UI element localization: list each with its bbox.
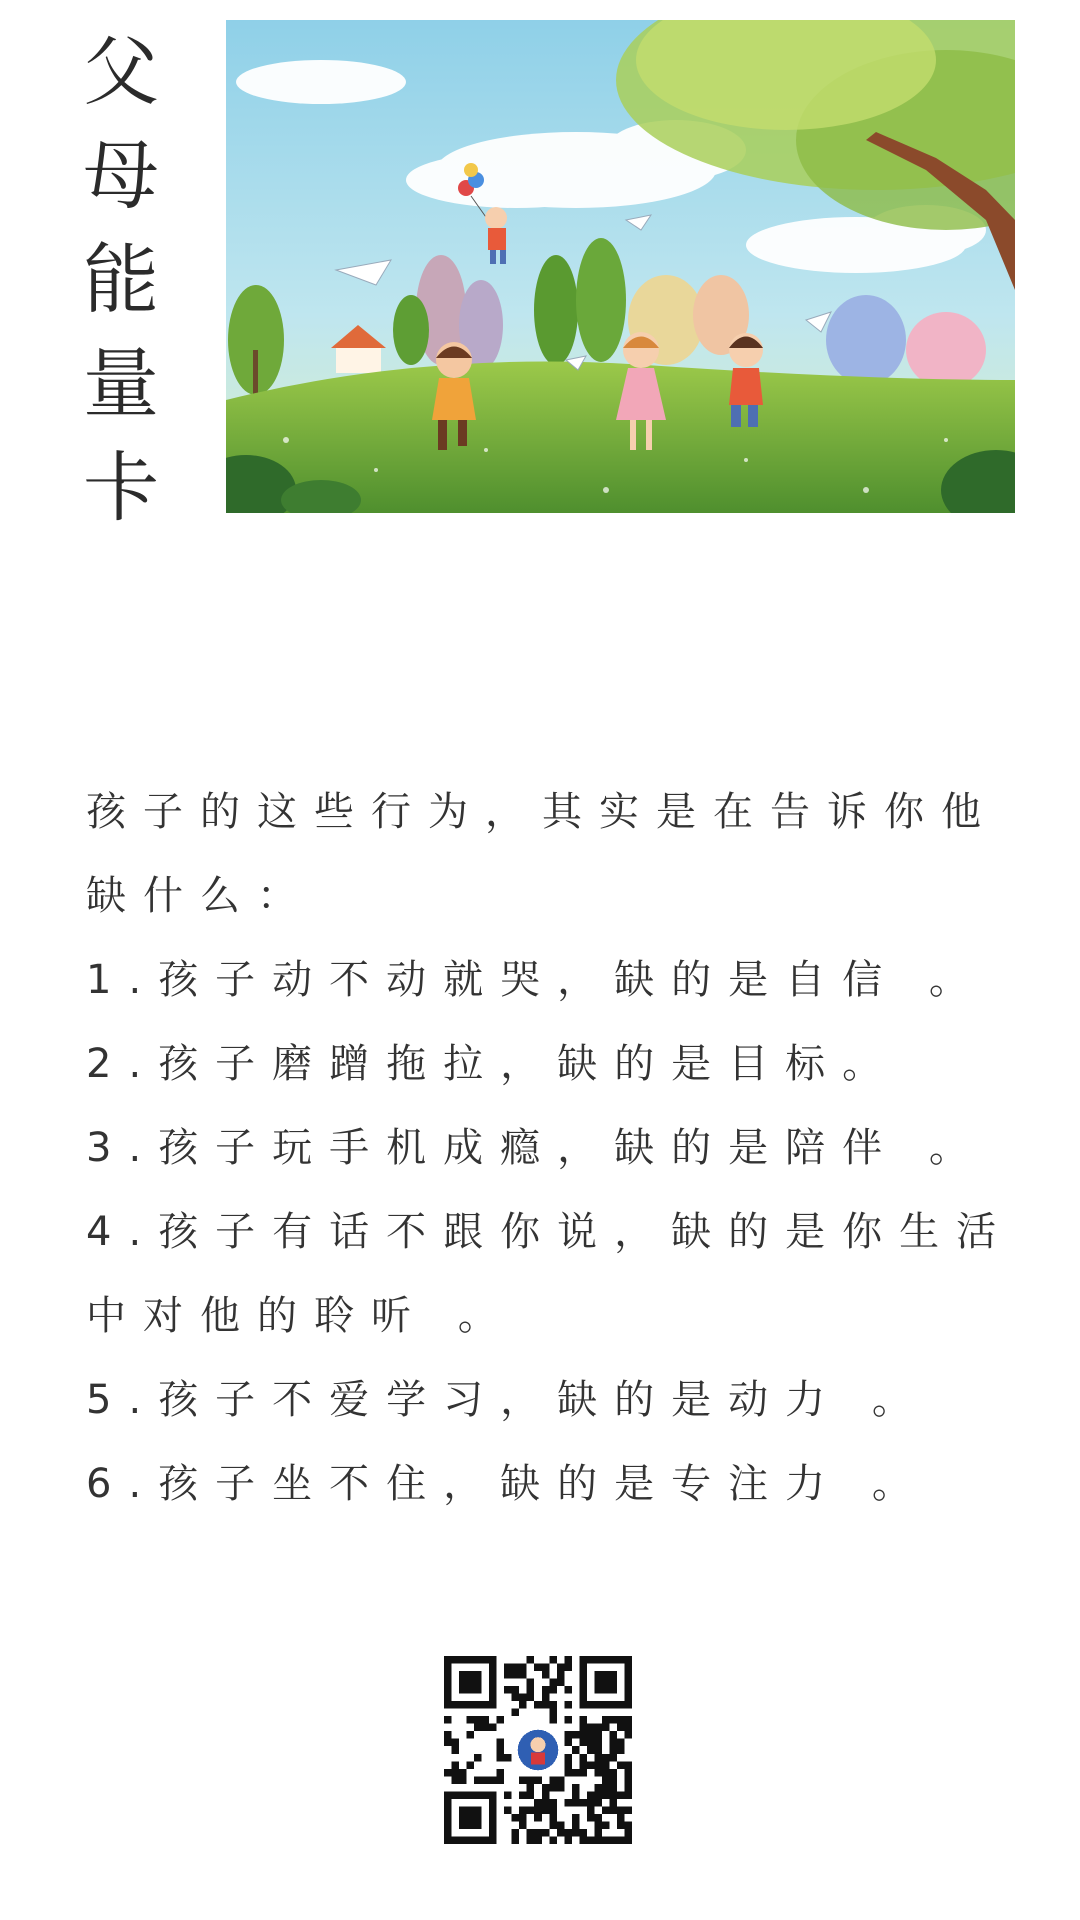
qr-module bbox=[594, 1724, 602, 1732]
qr-module bbox=[594, 1836, 602, 1844]
qr-module bbox=[587, 1746, 595, 1754]
qr-module bbox=[549, 1716, 557, 1724]
list-item: 2.孩子磨蹭拖拉，缺的是目标。 bbox=[86, 1041, 900, 1087]
qr-module bbox=[624, 1806, 632, 1814]
qr-module bbox=[534, 1814, 542, 1822]
qr-code-icon[interactable] bbox=[444, 1656, 632, 1844]
qr-module bbox=[564, 1836, 572, 1844]
qr-module bbox=[609, 1806, 617, 1814]
qr-module bbox=[617, 1821, 625, 1829]
qr-module bbox=[557, 1776, 565, 1784]
qr-module bbox=[587, 1724, 595, 1732]
qr-module bbox=[602, 1821, 610, 1829]
list-item: 3.孩子玩手机成瘾，缺的是陪伴 。 bbox=[86, 1125, 986, 1171]
qr-module bbox=[519, 1701, 527, 1709]
qr-module bbox=[624, 1791, 632, 1799]
qr-module bbox=[504, 1791, 512, 1799]
qr-module bbox=[587, 1761, 595, 1769]
qr-module bbox=[594, 1814, 602, 1822]
qr-module bbox=[452, 1769, 460, 1777]
qr-module bbox=[549, 1656, 557, 1664]
qr-module bbox=[534, 1799, 542, 1807]
qr-module bbox=[579, 1731, 587, 1739]
qr-module bbox=[624, 1724, 632, 1732]
qr-module bbox=[497, 1739, 505, 1747]
qr-module bbox=[527, 1784, 535, 1792]
qr-module bbox=[557, 1671, 565, 1679]
qr-module bbox=[519, 1821, 527, 1829]
qr-module bbox=[564, 1739, 572, 1747]
qr-module bbox=[617, 1746, 625, 1754]
qr-module bbox=[549, 1776, 557, 1784]
qr-module bbox=[587, 1791, 595, 1799]
qr-module bbox=[542, 1784, 550, 1792]
title-char: 量 bbox=[83, 339, 159, 428]
qr-module bbox=[512, 1829, 520, 1837]
qr-module bbox=[564, 1761, 572, 1769]
qr-module bbox=[572, 1769, 580, 1777]
qr-module bbox=[467, 1716, 475, 1724]
qr-module bbox=[444, 1769, 452, 1777]
qr-module bbox=[594, 1761, 602, 1769]
qr-module bbox=[594, 1821, 602, 1829]
qr-module bbox=[474, 1776, 482, 1784]
qr-module bbox=[482, 1716, 490, 1724]
qr-module bbox=[557, 1829, 565, 1837]
qr-module bbox=[534, 1829, 542, 1837]
qr-module bbox=[512, 1694, 520, 1702]
qr-module bbox=[527, 1694, 535, 1702]
title-char: 母 bbox=[83, 131, 159, 220]
list-item: 5.孩子不爱学习，缺的是动力 。 bbox=[86, 1377, 929, 1423]
qr-module bbox=[572, 1829, 580, 1837]
list-item-continuation: 中对他的聆听 。 bbox=[86, 1293, 515, 1339]
qr-module bbox=[609, 1769, 617, 1777]
qr-module bbox=[482, 1776, 490, 1784]
qr-module bbox=[527, 1791, 535, 1799]
qr-module bbox=[542, 1829, 550, 1837]
qr-module bbox=[504, 1671, 512, 1679]
qr-module bbox=[459, 1776, 467, 1784]
qr-module bbox=[579, 1716, 587, 1724]
hero-illustration bbox=[226, 20, 1015, 513]
qr-module bbox=[602, 1769, 610, 1777]
qr-module bbox=[512, 1709, 520, 1717]
qr-module bbox=[564, 1664, 572, 1672]
qr-module bbox=[512, 1686, 520, 1694]
qr-module bbox=[519, 1776, 527, 1784]
qr-module bbox=[594, 1769, 602, 1777]
qr-module bbox=[497, 1776, 505, 1784]
intro-line: 孩子的这些行为，其实是在告诉你他 bbox=[86, 789, 998, 835]
qr-module bbox=[587, 1814, 595, 1822]
qr-module bbox=[557, 1784, 565, 1792]
qr-module bbox=[459, 1769, 467, 1777]
qr-module bbox=[564, 1829, 572, 1837]
qr-module bbox=[587, 1739, 595, 1747]
vertical-title bbox=[83, 20, 159, 540]
list-item: 6.孩子坐不住，缺的是专注力 。 bbox=[86, 1461, 929, 1507]
qr-module bbox=[527, 1776, 535, 1784]
qr-module bbox=[617, 1791, 625, 1799]
qr-module bbox=[624, 1776, 632, 1784]
qr-module bbox=[602, 1716, 610, 1724]
qr-module bbox=[452, 1739, 460, 1747]
qr-module bbox=[602, 1724, 610, 1732]
qr-module bbox=[497, 1769, 505, 1777]
qr-module bbox=[579, 1799, 587, 1807]
qr-module bbox=[564, 1799, 572, 1807]
qr-module bbox=[602, 1806, 610, 1814]
qr-module bbox=[609, 1799, 617, 1807]
qr-module bbox=[557, 1664, 565, 1672]
qr-module bbox=[609, 1836, 617, 1844]
qr-module bbox=[512, 1814, 520, 1822]
qr-module bbox=[534, 1806, 542, 1814]
qr-module bbox=[609, 1791, 617, 1799]
qr-module bbox=[444, 1739, 452, 1747]
qr-module bbox=[497, 1746, 505, 1754]
qr-module bbox=[609, 1784, 617, 1792]
qr-module bbox=[452, 1761, 460, 1769]
qr-module bbox=[549, 1784, 557, 1792]
qr-module bbox=[579, 1836, 587, 1844]
qr-module bbox=[572, 1784, 580, 1792]
qr-module bbox=[527, 1656, 535, 1664]
qr-module bbox=[474, 1724, 482, 1732]
qr-module bbox=[594, 1784, 602, 1792]
qr-module bbox=[624, 1821, 632, 1829]
qr-module bbox=[594, 1829, 602, 1837]
qr-module bbox=[564, 1701, 572, 1709]
qr-module bbox=[489, 1724, 497, 1732]
qr-module bbox=[602, 1761, 610, 1769]
qr-module bbox=[624, 1829, 632, 1837]
qr-module bbox=[594, 1754, 602, 1762]
qr-avatar bbox=[514, 1726, 562, 1774]
list-item: 4.孩子有话不跟你说，缺的是你生活 bbox=[86, 1209, 1014, 1255]
qr-module bbox=[474, 1754, 482, 1762]
meadow-scene bbox=[226, 20, 1015, 513]
qr-module bbox=[617, 1814, 625, 1822]
qr-module bbox=[527, 1679, 535, 1687]
qr-module bbox=[594, 1739, 602, 1747]
qr-module bbox=[444, 1731, 452, 1739]
qr-module bbox=[557, 1821, 565, 1829]
qr-module bbox=[602, 1836, 610, 1844]
qr-module bbox=[519, 1664, 527, 1672]
article-body bbox=[86, 770, 1014, 1526]
qr-module bbox=[519, 1814, 527, 1822]
qr-module bbox=[504, 1806, 512, 1814]
qr-module bbox=[549, 1679, 557, 1687]
qr-module bbox=[527, 1806, 535, 1814]
qr-module bbox=[617, 1739, 625, 1747]
qr-module bbox=[549, 1836, 557, 1844]
qr-module bbox=[617, 1716, 625, 1724]
qr-module bbox=[579, 1724, 587, 1732]
qr-module bbox=[624, 1716, 632, 1724]
qr-module bbox=[467, 1761, 475, 1769]
qr-module bbox=[504, 1754, 512, 1762]
qr-module bbox=[482, 1724, 490, 1732]
title-char: 父 bbox=[83, 27, 159, 116]
qr-module bbox=[617, 1836, 625, 1844]
qr-module bbox=[572, 1821, 580, 1829]
qr-module bbox=[587, 1836, 595, 1844]
qr-module bbox=[549, 1709, 557, 1717]
qr-module bbox=[624, 1761, 632, 1769]
qr-module bbox=[587, 1806, 595, 1814]
qr-module bbox=[512, 1836, 520, 1844]
qr-module bbox=[624, 1769, 632, 1777]
qr-module bbox=[572, 1746, 580, 1754]
qr-module bbox=[542, 1806, 550, 1814]
qr-module bbox=[609, 1716, 617, 1724]
title-char: 能 bbox=[83, 235, 159, 324]
qr-module bbox=[617, 1806, 625, 1814]
qr-module bbox=[542, 1799, 550, 1807]
qr-module bbox=[474, 1716, 482, 1724]
title-char: 卡 bbox=[83, 443, 159, 532]
qr-module bbox=[579, 1769, 587, 1777]
qr-module bbox=[617, 1724, 625, 1732]
qr-module bbox=[564, 1754, 572, 1762]
qr-module bbox=[549, 1806, 557, 1814]
qr-module bbox=[542, 1791, 550, 1799]
qr-module bbox=[542, 1694, 550, 1702]
qr-module bbox=[564, 1731, 572, 1739]
qr-module bbox=[512, 1664, 520, 1672]
qr-module bbox=[587, 1731, 595, 1739]
qr-module bbox=[542, 1664, 550, 1672]
qr-module bbox=[602, 1776, 610, 1784]
intro-line: 缺什么： bbox=[86, 873, 314, 919]
qr-module bbox=[602, 1754, 610, 1762]
qr-module bbox=[609, 1754, 617, 1762]
qr-module bbox=[519, 1671, 527, 1679]
qr-module bbox=[587, 1799, 595, 1807]
qr-module bbox=[549, 1799, 557, 1807]
qr-module bbox=[572, 1791, 580, 1799]
qr-module bbox=[542, 1671, 550, 1679]
qr-module bbox=[624, 1836, 632, 1844]
qr-module bbox=[579, 1829, 587, 1837]
qr-module bbox=[534, 1776, 542, 1784]
qr-module bbox=[549, 1814, 557, 1822]
qr-module bbox=[519, 1806, 527, 1814]
qr-module bbox=[564, 1656, 572, 1664]
qr-module bbox=[452, 1776, 460, 1784]
qr-module bbox=[564, 1686, 572, 1694]
qr-module bbox=[534, 1664, 542, 1672]
qr-module bbox=[467, 1731, 475, 1739]
qr-module bbox=[624, 1731, 632, 1739]
qr-module bbox=[609, 1776, 617, 1784]
qr-module bbox=[579, 1761, 587, 1769]
qr-module bbox=[594, 1746, 602, 1754]
qr-module bbox=[497, 1716, 505, 1724]
list-item: 1.孩子动不动就哭，缺的是自信 。 bbox=[86, 957, 986, 1003]
qr-module bbox=[527, 1829, 535, 1837]
qr-module bbox=[594, 1791, 602, 1799]
qr-module bbox=[527, 1836, 535, 1844]
qr-module bbox=[617, 1761, 625, 1769]
qr-module bbox=[609, 1731, 617, 1739]
qr-module bbox=[579, 1739, 587, 1747]
qr-module bbox=[594, 1799, 602, 1807]
qr-module bbox=[534, 1836, 542, 1844]
qr-module bbox=[549, 1701, 557, 1709]
qr-module bbox=[572, 1731, 580, 1739]
qr-module bbox=[542, 1701, 550, 1709]
qr-module bbox=[624, 1784, 632, 1792]
qr-module bbox=[572, 1799, 580, 1807]
qr-module bbox=[504, 1686, 512, 1694]
qr-module bbox=[609, 1746, 617, 1754]
qr-module bbox=[609, 1739, 617, 1747]
qr-module bbox=[594, 1731, 602, 1739]
qr-module bbox=[519, 1791, 527, 1799]
qr-module bbox=[504, 1664, 512, 1672]
qr-module bbox=[542, 1686, 550, 1694]
qr-module bbox=[549, 1686, 557, 1694]
qr-module bbox=[564, 1716, 572, 1724]
qr-module bbox=[512, 1671, 520, 1679]
qr-module bbox=[489, 1776, 497, 1784]
qr-module bbox=[572, 1814, 580, 1822]
qr-module bbox=[452, 1746, 460, 1754]
qr-module bbox=[564, 1769, 572, 1777]
qr-module bbox=[557, 1679, 565, 1687]
qr-module bbox=[549, 1821, 557, 1829]
qr-module bbox=[527, 1686, 535, 1694]
qr-module bbox=[579, 1754, 587, 1762]
qr-module bbox=[519, 1694, 527, 1702]
qr-module bbox=[444, 1716, 452, 1724]
qr-module bbox=[534, 1701, 542, 1709]
qr-module bbox=[602, 1784, 610, 1792]
qr-module bbox=[602, 1791, 610, 1799]
qr-code-graphic bbox=[444, 1656, 632, 1844]
qr-module bbox=[497, 1754, 505, 1762]
